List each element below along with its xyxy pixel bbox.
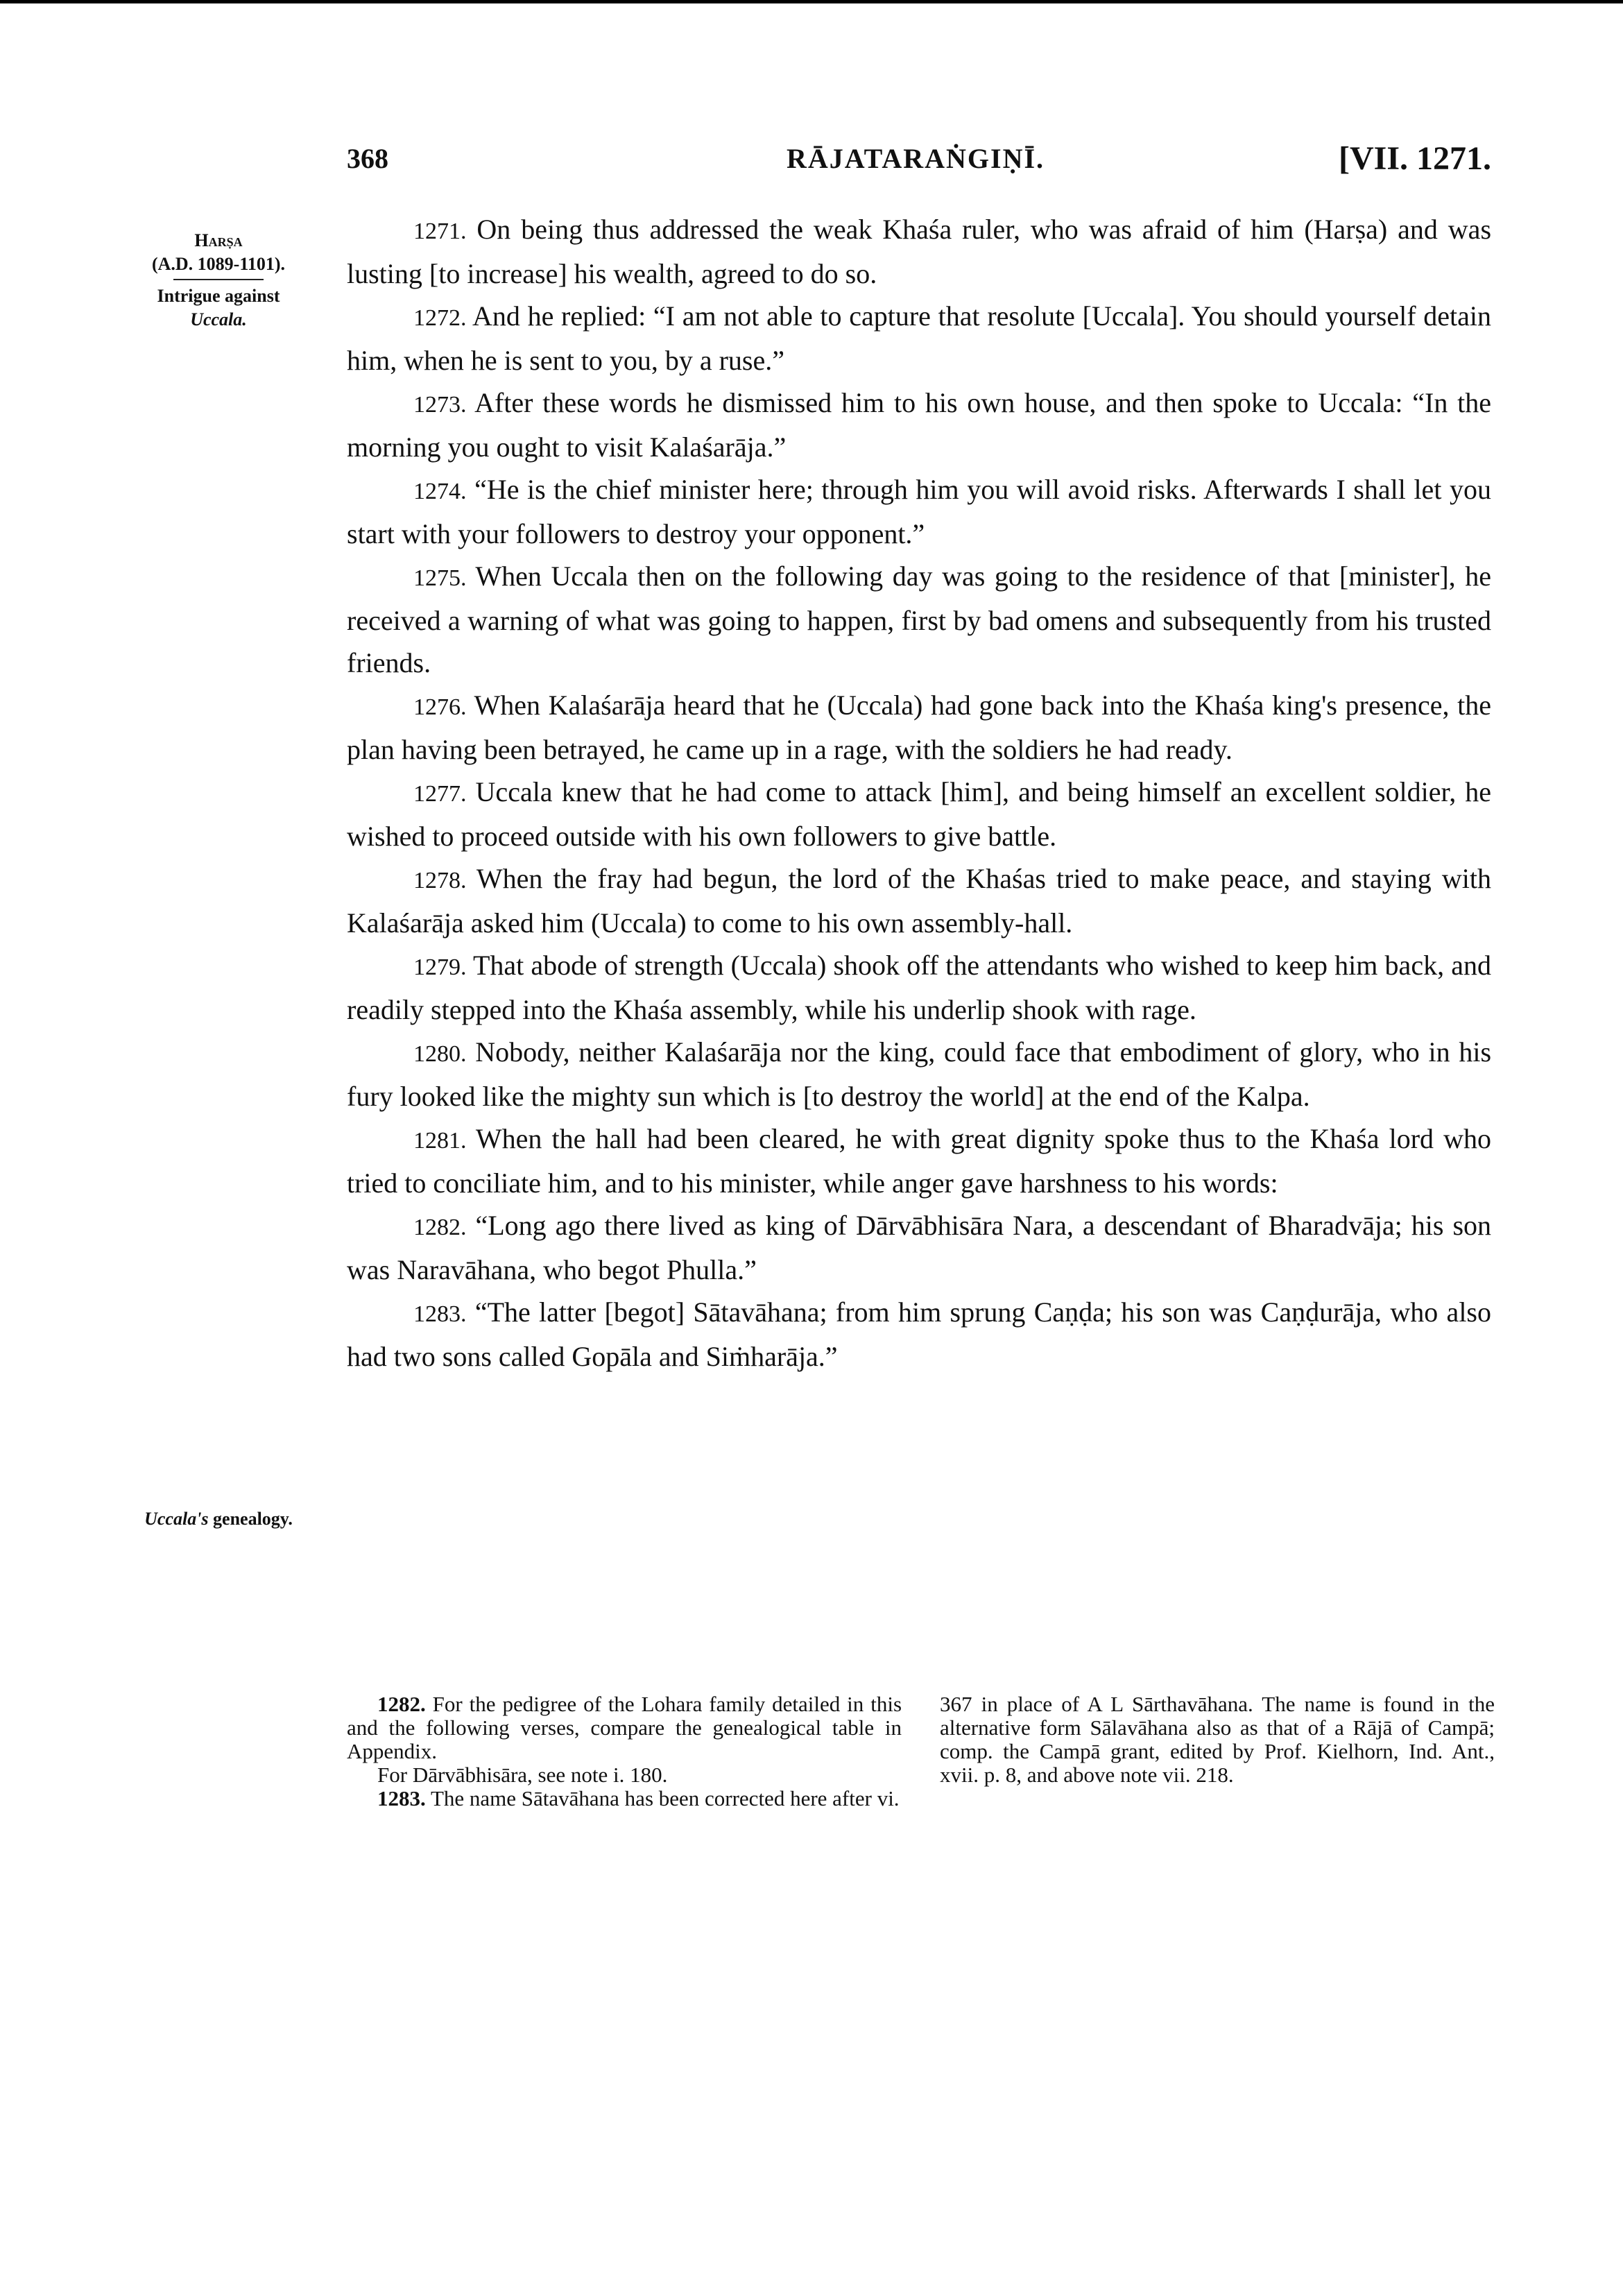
margin-note-genealogy <box>104 1507 333 1531</box>
margin-reign-name: Harṣa <box>194 230 243 250</box>
footnote-column-right <box>940 1693 1495 1787</box>
margin-genealogy-name: Uccala's <box>144 1509 209 1529</box>
margin-rule <box>173 279 264 280</box>
verse-1280 <box>347 1031 1491 1117</box>
verse-number: 1278. <box>413 868 467 893</box>
verse-1282 <box>347 1204 1491 1291</box>
verse-text: That abode of strength (Uccala) shook off the attendants who wished to keep him back, and readily stepped into the Khaśa assembly, while his underlip shook with rage. <box>347 950 1491 1025</box>
verse-1274 <box>347 468 1491 555</box>
verse-text: After these words he dismissed him to his own house, and then spoke to Uccala: “In the morning you ought to visit Kalaśarāja.” <box>347 387 1491 463</box>
verse-1279 <box>347 944 1491 1031</box>
verse-text: “He is the chief minister here; through him you will avoid risks. Afterwards I shall let you start with your followers to destroy your opponent.” <box>347 474 1491 549</box>
verse-number: 1282. <box>413 1215 467 1240</box>
verse-number: 1272. <box>413 305 467 331</box>
verse-number: 1283. <box>413 1301 467 1327</box>
footnote-text: The name Sātavāhana has been corrected here after vi. <box>430 1786 900 1810</box>
footnote-1283 <box>347 1787 902 1810</box>
footnote-number: 1282. <box>377 1692 426 1716</box>
verse-1275 <box>347 555 1491 684</box>
margin-note-reign <box>104 229 333 332</box>
margin-reign-dates: (A.D. 1089-1101). <box>151 254 286 274</box>
margin-genealogy-label: genealogy. <box>213 1509 293 1529</box>
verse-1276 <box>347 684 1491 771</box>
verse-text: “The latter [begot] Sātavāhana; from him sprung Caṇḍa; his son was Caṇḍurāja, who also had two sons called Gopāla and Siṁharāja.” <box>347 1296 1491 1372</box>
footnote-column-left <box>347 1693 902 1810</box>
footnote-1283-continued: 367 in place of A L Sārthavāhana. The name is found in the alternative form Sālavāhana also as that of a Rājā of Campā; comp. the Campā grant, edited by Prof. Kielhorn, Ind. Ant., xvii. p. 8, and above note vii. 218. <box>940 1692 1495 1787</box>
footnote-1282-b: For Dārvābhisāra, see note i. 180. <box>377 1763 668 1787</box>
verse-number: 1277. <box>413 781 467 807</box>
verse-text: When Kalaśarāja heard that he (Uccala) had gone back into the Khaśa king's presence, the plan having been betrayed, he came up in a rage, with the soldiers he had ready. <box>347 689 1491 765</box>
verse-text: When Uccala then on the following day was going to the residence of that [minister], he received a warning of what was going to happen, first by bad omens and subsequently from his trusted friends. <box>347 560 1491 678</box>
verse-1281 <box>347 1117 1491 1204</box>
verse-body <box>347 208 1491 1378</box>
verse-1277 <box>347 771 1491 857</box>
section-reference: [VII. 1271. <box>1338 140 1491 177</box>
verse-number: 1275. <box>413 565 467 591</box>
verse-number: 1279. <box>413 954 467 980</box>
page-top-border <box>0 0 1623 3</box>
verse-number: 1280. <box>413 1041 467 1067</box>
verse-text: Uccala knew that he had come to attack [him], and being himself an excellent soldier, he wished to proceed outside with his own followers to give battle. <box>347 776 1492 852</box>
footnote-text: For the pedigree of the Lohara family detailed in this and the following verses, compare the genealogical table in Appendix. <box>347 1692 902 1763</box>
margin-intrigue-name: Uccala. <box>190 309 247 329</box>
verse-text: “Long ago there lived as king of Dārvābhisāra Nara, a descendant of Bharadvāja; his son was Naravāhana, who begot Phulla.” <box>347 1210 1492 1285</box>
verse-number: 1273. <box>413 392 467 418</box>
footnote-1282 <box>347 1693 902 1763</box>
verse-text: On being thus addressed the weak Khaśa ruler, who was afraid of him (Harṣa) and was lusting [to increase] his wealth, agreed to do so. <box>347 214 1492 289</box>
running-header <box>340 142 1491 184</box>
verse-number: 1276. <box>413 694 467 720</box>
verse-text: When the fray had begun, the lord of the Khaśas tried to make peace, and staying with Kalaśarāja asked him (Uccala) to come to his own assembly-hall. <box>347 863 1492 939</box>
verse-1272 <box>347 295 1491 382</box>
margin-intrigue-label: Intrigue against <box>157 286 280 306</box>
verse-number: 1281. <box>413 1128 467 1154</box>
verse-text: Nobody, neither Kalaśarāja nor the king, could face that embodiment of glory, who in his fury looked like the mighty sun which is [to destroy the world] at the end of the Kalpa. <box>347 1036 1492 1112</box>
verse-text: And he replied: “I am not able to capture that resolute [Uccala]. You should yourself detain him, when he is sent to you, by a ruse.” <box>347 300 1491 376</box>
verse-1273 <box>347 382 1491 468</box>
running-title: RĀJATARAṄGIṆĪ. <box>786 143 1045 174</box>
verse-1278 <box>347 857 1491 944</box>
page-number: 368 <box>347 143 388 174</box>
verse-1283 <box>347 1291 1491 1378</box>
verse-1271 <box>347 208 1491 295</box>
verse-text: When the hall had been cleared, he with great dignity spoke thus to the Khaśa lord who tried to conciliate him, and to his minister, while anger gave harshness to his words: <box>347 1123 1491 1199</box>
footnote-number: 1283. <box>377 1786 426 1810</box>
verse-number: 1271. <box>413 219 467 244</box>
verse-number: 1274. <box>413 479 467 504</box>
